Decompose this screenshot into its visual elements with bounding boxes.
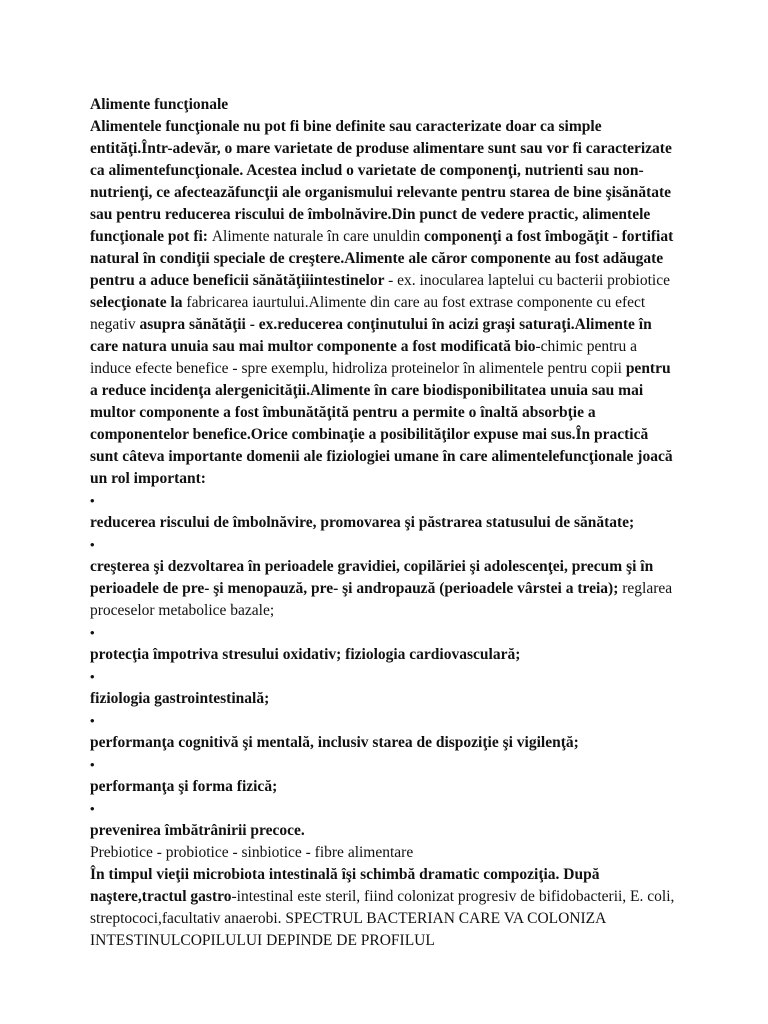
outro-text-run: -intestinal este steril, fiind colonizat progresiv de bifidobacterii, E. coli, streptococi,facultativ anaerobi. SPECTRUL BACTERIAN CARE VA COLONIZA INTESTINULCOPILULUI DEPINDE DE PROFILUL — [90, 888, 675, 949]
list-item — [90, 732, 680, 754]
list-item — [90, 820, 680, 842]
outro-text-run: În timpul vieţii microbiota intestinală îşi schimbă dramatic compoziţia. După naştere,tractul gastro — [90, 866, 600, 905]
intro-text-run: - ex. inocularea laptelui cu bacterii probiotice — [388, 272, 670, 289]
intro-text-run: Alimentele funcţionale nu pot fi bine definite sau caracterizate doar ca simple entităţi.Într-adevăr, o mare varietate de produse alimentare sunt sau vor fi caracterizate ca alimentefuncţionale. Acestea includ o varietate de componenţi, — [90, 118, 672, 179]
document-title: Alimente funcţionale — [90, 96, 229, 113]
intro-text-run: -chimic pentru a induce efecte benefice - spre exemplu, hidroliza proteinelor în alimentele pentru copii — [90, 338, 638, 377]
list-item-text: fiziologia gastrointestinală; — [90, 690, 270, 707]
intro-text-run: componenţi a fost îmbogăţit - fortifiat natural în condiţii speciale de creştere.Alimente ale căror componente au fost adăugate pentru a aduce beneficii sănătăţiiintestinelor — [90, 228, 674, 289]
bullet-icon: • — [90, 757, 95, 772]
bullet-icon: • — [90, 625, 95, 640]
intro-paragraph — [90, 116, 680, 490]
list-item — [90, 512, 680, 534]
bullet-icon: • — [90, 669, 95, 684]
list-item-text: creşterea şi dezvoltarea în perioadele gravidiei, copilăriei şi adolescenţei, precum şi în perioadele de pre- şi menopauză, pre- şi andropauză (perioadele vârstei a treia); — [90, 558, 654, 597]
list-item-text: performanţa cognitivă şi mentală, inclusiv starea de dispoziţie şi vigilenţă; — [90, 734, 579, 751]
bullet-list — [90, 490, 680, 842]
list-item — [90, 644, 680, 666]
bullet-icon: • — [90, 801, 95, 816]
list-item-text: reglarea proceselor metabolice bazale; — [90, 580, 673, 619]
document-page — [90, 94, 680, 952]
list-item-text: prevenirea îmbătrânirii precoce. — [90, 822, 305, 839]
list-item-text: reducerea riscului de îmbolnăvire, promovarea şi păstrarea statusului de sănătate; — [90, 514, 635, 531]
intro-text-run: nutrienti sau non-nutrienţi, ce afecteazăfuncţii ale organismului relevante pentru starea de bine şisănătate sau pentru reducerea riscului de îmbolnăvire.Din punct de vedere practic, alimentele funcţionale pot fi: — [90, 162, 672, 245]
list-item-text: protecţia împotriva stresului oxidativ; fiziologia cardiovasculară; — [90, 646, 521, 663]
intro-text-run: pentru a reduce incidenţa alergenicităţii.Alimente în care biodisponibilitatea unuia sau mai multor componente a fost îmbunătăţită pentru a permite o înaltă absorbţie a componentelor benefice.Orice combinaţie a posibilităţilor expuse mai sus.În practică sunt câteva importante domenii ale fiziologiei umane în care alimentelefuncţionale joacă un rol important: — [90, 360, 673, 487]
intro-text-run: selecţionate la — [90, 294, 187, 311]
list-item — [90, 776, 680, 798]
bullet-icon: • — [90, 713, 95, 728]
bullet-icon: • — [90, 537, 95, 552]
intro-text-run: fabricarea iaurtului.Alimente din care au fost extrase componente cu efect negativ — [90, 294, 646, 333]
list-item — [90, 556, 680, 622]
intro-text-run: asupra sănătăţii - ex.reducerea conţinutului în acizi graşi saturaţi.Alimente în care natura unuia sau mai multor componente a fost modificată bio — [90, 316, 652, 355]
section-subheading: Prebiotice - probiotice - sinbiotice - fibre alimentare — [90, 844, 414, 861]
bullet-icon: • — [90, 493, 95, 508]
intro-text-run: Alimente naturale în care unuldin — [211, 228, 425, 245]
list-item — [90, 688, 680, 710]
outro-paragraph — [90, 864, 680, 952]
list-item-text: performanţa şi forma fizică; — [90, 778, 278, 795]
